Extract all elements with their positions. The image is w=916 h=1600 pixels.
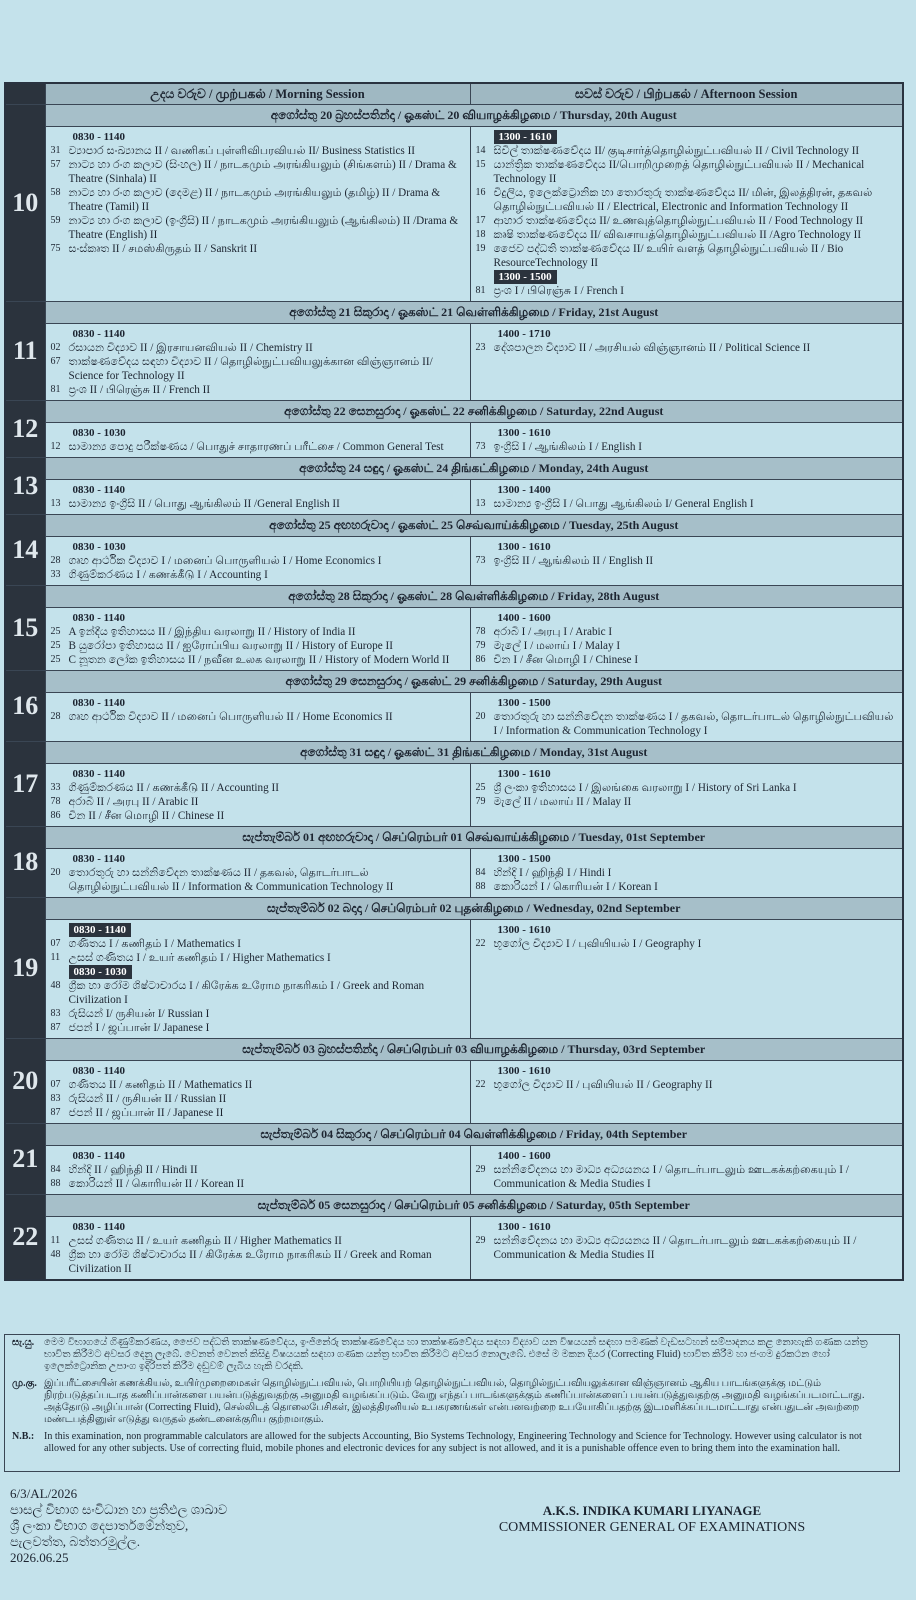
subject-name: ව්‍යාපාර සංඛ්‍යානය II / வணிகப் புள்ளிவிபரவியல் II/ Business Statistics II <box>68 145 416 157</box>
subject-entry <box>51 1234 465 1248</box>
subject-name: චීන I / சீன மொழி I / Chinese I <box>493 654 639 666</box>
morning-cell <box>45 127 470 302</box>
subject-entry <box>51 242 465 256</box>
subject-entry <box>476 880 898 894</box>
afternoon-session-header: සවස් වරුව / பிற்பகல் / Afternoon Session <box>470 83 903 105</box>
afternoon-cell <box>470 324 903 401</box>
exam-date: අගෝස්තු 25 අඟහරුවාදා / ஓகஸ்ட் 25 செவ்வாய்க்கிழமை / Tuesday, 25th August <box>45 515 903 537</box>
subject-entry <box>51 781 465 795</box>
subject-code: 25 <box>50 640 61 651</box>
subject-code: 33 <box>50 569 61 580</box>
subject-entry <box>51 653 465 667</box>
session-time: 0830 - 1140 <box>72 1150 126 1162</box>
subject-name: ප්‍රංශ I / பிரெஞ்சு I / French I <box>493 285 624 297</box>
subject-code: 87 <box>50 1107 61 1118</box>
subject-code: 13 <box>50 498 61 509</box>
subject-entry <box>476 639 898 653</box>
subject-name: ප්‍රංශ II / பிரெஞ்சு II / French II <box>68 384 211 396</box>
afternoon-cell <box>470 127 903 302</box>
date-row <box>5 401 903 423</box>
date-row <box>5 1039 903 1061</box>
subject-code: 25 <box>50 626 61 637</box>
subject-code: 75 <box>50 243 61 254</box>
session-time: 1400 - 1600 <box>497 1150 551 1162</box>
subject-entry <box>476 144 898 158</box>
session-time: 0830 - 1140 <box>72 853 126 865</box>
session-time: 1300 - 1610 <box>497 1065 551 1077</box>
subject-name: අරාබි I / அரபு I / Arabic I <box>493 626 613 638</box>
subject-entry <box>51 214 465 242</box>
note-text: In this examination, non programmable calculators are allowed for the subjects Accounting, Bio Systems Technology, Engineering Technology and Science for Technology. However using calculator is not allowed for any other subjects. Use of correcting fluid, mobile phones and electronic devices for any subject is not allowed, and it is a punishable offence even to bring them into the examination hall. <box>44 1431 862 1454</box>
session-time: 1300 - 1610 <box>497 541 551 553</box>
subject-code: 84 <box>475 867 486 878</box>
subject-code: 29 <box>475 1164 486 1175</box>
subject-entry <box>476 625 898 639</box>
session-time: 1300 - 1500 <box>497 697 551 709</box>
subject-entry <box>51 1177 465 1191</box>
afternoon-cell <box>470 423 903 458</box>
session-row <box>5 537 903 586</box>
session-row <box>5 920 903 1039</box>
subject-name: විදුලිය, ඉලෙක්ට්‍රොනික හා තොරතුරු තාක්ෂණවේදය II/ மின், இலத்திரன், தகவல் தொழில்நுட்பவியல் II / Electrical, Electronic and Information Technology II <box>493 187 873 213</box>
subject-entry <box>51 497 465 511</box>
issuing-branch-block <box>10 1486 227 1566</box>
notes-box <box>4 1334 900 1472</box>
subject-name: කෘෂි තාක්ෂණවේදය II/ விவசாயத்தொழில்நுட்பவியல் II /Agro Technology II <box>493 229 862 241</box>
subject-code: 11 <box>50 952 61 963</box>
subject-entry <box>476 1078 898 1092</box>
subject-code: 84 <box>50 1164 61 1175</box>
subject-name: B යුරෝපා ඉතිහාසය II / ஐரோப்பிய வரலாறு II / History of Europe II <box>68 640 393 652</box>
afternoon-cell <box>470 537 903 586</box>
note-text: இப்பரீட்சையின் கணக்கியல், உயிர்முறைமைகள் தொழில்நுட்பவியல், பொறியியற் தொழில்நுட்பவியல், தொழில்நுட்பவியலுக்கான விஞ்ஞானம் ஆகிய பாடங்களுக்கு மட்டும் நிரற்படுத்தப்படாத கணிப்பான்களை பயன்படுத்துவதற்கு அனுமதி வழங்கப்படும். வேறு எந்தப் பாடங்களுக்கும் கணிப்பான்களைப் பயன்படுத்துவதற்கு அனுமதி வழங்கப்படமாட்டாது. அத்தோடு அழிப்பான் (Correcting Fluid), செல்லிடத் தொலைபேசிகள், இலத்திரனியல் உபகரணங்கள் என்பனவற்றை உபயோகிப்பதற்கு இடமளிக்கப்படமாட்டாது என்பதுடன் அவற்றை மண்டபத்தினுள் எடுத்து வருதல் தண்டனைக்குரிய குற்றமாகும். <box>44 1378 865 1425</box>
subject-name: තාක්ෂණවේදය සඳහා විද්‍යාව II / தொழில்நுட்பவியலுக்கான விஞ்ஞானம் II/ Science for Technology II <box>68 356 433 382</box>
subject-name: කොරියන් II / கொரியன் II / Korean II <box>68 1178 245 1190</box>
subject-entry <box>476 1163 898 1191</box>
subject-code: 48 <box>50 980 61 991</box>
morning-cell <box>45 1146 470 1195</box>
session-time: 0830 - 1140 <box>72 697 126 709</box>
subject-name: ගණිතය I / கணிதம் I / Mathematics I <box>68 938 242 950</box>
subject-name: සාමාන්‍ය ඉංග්‍රීසි I / பொது ஆங்கிலம் I/ General English I <box>493 498 754 510</box>
subject-entry <box>51 639 465 653</box>
subject-entry <box>476 214 898 228</box>
session-time: 0830 - 1140 <box>72 1221 126 1233</box>
session-time: 1300 - 1610 <box>497 427 551 439</box>
day-number: 20 <box>5 1039 45 1124</box>
subject-entry <box>51 979 465 1007</box>
subject-code: 07 <box>50 938 61 949</box>
subject-code: 81 <box>50 384 61 395</box>
subject-name: කොරියන් I / கொரியன் I / Korean I <box>493 881 658 893</box>
subject-name: උසස් ගණිතය I / உயர் கணிதம் I / Higher Mathematics I <box>68 952 331 964</box>
subject-code: 12 <box>50 441 61 452</box>
subject-entry <box>51 809 465 823</box>
subject-name: ජපන් II / ஜப்பான் II / Japanese II <box>68 1107 224 1119</box>
afternoon-cell <box>470 608 903 671</box>
date-row <box>5 1195 903 1217</box>
subject-code: 86 <box>50 810 61 821</box>
department-address: පැලවත්ත, බත්තරමුල්ල. <box>10 1534 141 1549</box>
exam-date: සැප්තැම්බර් 04 සිකුරාදා / செப்ரெம்பர் 04 வெள்ளிக்கிழமை / Friday, 04th September <box>45 1124 903 1146</box>
subject-name: හින්දි I / ஹிந்தி I / Hindi I <box>493 867 612 879</box>
subject-code: 15 <box>475 159 486 170</box>
subject-code: 20 <box>50 867 61 878</box>
subject-name: භූගෝල විද්‍යාව II / புவியியல் II / Geography II <box>493 1079 713 1091</box>
morning-cell <box>45 1061 470 1124</box>
afternoon-cell <box>470 1146 903 1195</box>
subject-code: 22 <box>475 938 486 949</box>
date-row <box>5 458 903 480</box>
subject-entry <box>51 1163 465 1177</box>
exam-date: සැප්තැම්බර් 03 බ්‍රහස්පතින්දා / செப்ரெம்பர் 03 வியாழக்கிழமை / Thursday, 03rd September <box>45 1039 903 1061</box>
subject-name: නාට්‍ය හා රංග කලාව (සිංහල) II / நாடகமும் அரங்கியலும் (சிங்களம்) II / Drama & Theatre (Sinhala) II <box>68 159 457 185</box>
subject-entry <box>51 158 465 186</box>
session-row <box>5 693 903 742</box>
subject-entry <box>51 1078 465 1092</box>
department-name: ශ්‍රී ලංකා විභාග දෙපාර්තමේන්තුව, <box>10 1518 189 1533</box>
exam-date: අගෝස්තු 24 සඳුදා / ஓகஸ்ட் 24 திங்கட்கிழமை / Monday, 24th August <box>45 458 903 480</box>
subject-code: 29 <box>475 1235 486 1246</box>
subject-code: 57 <box>50 159 61 170</box>
afternoon-cell <box>470 1061 903 1124</box>
note-english <box>12 1431 892 1455</box>
session-time: 1300 - 1610 <box>497 768 551 780</box>
subject-name: රසායන විද්‍යාව II / இரசாயனவியல் II / Chemistry II <box>68 342 313 354</box>
exam-date: අගෝස්තු 20 බ්‍රහස්පතින්දා / ஓகஸ்ட் 20 வியாழக்கிழமை / Thursday, 20th August <box>45 105 903 127</box>
note-label: மு.கு. <box>12 1378 37 1389</box>
subject-code: 87 <box>50 1022 61 1033</box>
date-row <box>5 827 903 849</box>
exam-date: සැප්තැම්බර් 01 අඟහරුවාදා / செப்ரெம்பர் 01 செவ்வாய்க்கிழமை / Tuesday, 01st September <box>45 827 903 849</box>
subject-code: 20 <box>475 711 486 722</box>
subject-entry <box>476 781 898 795</box>
afternoon-cell <box>470 920 903 1039</box>
subject-name: නාට්‍ය හා රංග කලාව (දෙමළ) II / நாடகமும் அரங்கியலும் (தமிழ்) II / Drama & Theatre (Tamil) II <box>68 187 441 213</box>
afternoon-cell <box>470 849 903 898</box>
subject-entry <box>51 625 465 639</box>
exam-date: සැප්තැම්බර් 02 බදාදා / செப்ரெம்பர் 02 புதன்கிழமை / Wednesday, 02nd September <box>45 898 903 920</box>
note-sinhala <box>12 1337 892 1373</box>
subject-entry <box>51 144 465 158</box>
date-row <box>5 586 903 608</box>
subject-entry <box>476 440 898 454</box>
subject-name: තොරතුරු හා සන්නිවේදන තාක්ෂණය I / தகவல், தொடர்பாடல் தொழில்நுட்பவியல் I / Information & Communication Technology I <box>493 711 894 737</box>
session-row <box>5 480 903 515</box>
subject-entry <box>51 1092 465 1106</box>
afternoon-cell <box>470 480 903 515</box>
subject-code: 31 <box>50 145 61 156</box>
subject-code: 19 <box>475 243 486 254</box>
date-row <box>5 1124 903 1146</box>
subject-name: නාට්‍ය හා රංග කලාව (ඉංග්‍රීසි) II / நாடகமும் அரங்கியலும் (ஆங்கிலம்) II /Drama & Theatre (English) II <box>68 215 459 241</box>
branch-name: පාසල් විභාග සංවිධාන හා ප්‍රතිඵල ශාඛාව <box>10 1502 228 1517</box>
morning-cell <box>45 537 470 586</box>
subject-code: 33 <box>50 782 61 793</box>
exam-date: අගෝස්තු 28 සිකුරාදා / ஓகஸ்ட் 28 வெள்ளிக்கிழமை / Friday, 28th August <box>45 586 903 608</box>
session-row <box>5 849 903 898</box>
session-time: 0830 - 1140 <box>72 768 126 780</box>
session-time: 0830 - 1030 <box>72 541 126 553</box>
subject-code: 88 <box>475 881 486 892</box>
subject-code: 88 <box>50 1178 61 1189</box>
subject-entry <box>51 710 465 724</box>
exam-date: අගෝස්තු 29 සෙනසුරාදා / ஓகஸ்ட் 29 சனிக்கிழமை / Saturday, 29th August <box>45 671 903 693</box>
subject-name: අරාබි II / அரபு II / Arabic II <box>68 796 199 808</box>
subject-entry <box>51 1106 465 1120</box>
subject-code: 07 <box>50 1079 61 1090</box>
day-number: 12 <box>5 401 45 458</box>
subject-code: 23 <box>475 342 486 353</box>
session-time: 0830 - 1140 <box>72 1065 126 1077</box>
subject-code: 17 <box>475 215 486 226</box>
subject-name: ගෘහ ආර්ථික විද්‍යාව II / மனைப் பொருளியல் II / Home Economics II <box>68 711 393 723</box>
subject-name: ජෛව පද්ධති තාක්ෂණවේදය II/ உயிர் வளத் தொழில்நுட்பவியல் II / Bio ResourceTechnology II <box>493 243 844 269</box>
day-number: 13 <box>5 458 45 515</box>
subject-name: ආහාර තාක්ෂණවේදය II/ உணவுத்தொழில்நுட்பவியல் II / Food Technology II <box>493 215 864 227</box>
subject-name: දේශපාලන විද්‍යාව II / அரசியல் விஞ்ஞானம் II / Political Science II <box>493 342 811 354</box>
session-time: 1400 - 1710 <box>497 328 551 340</box>
subject-code: 02 <box>50 342 61 353</box>
subject-code: 58 <box>50 187 61 198</box>
subject-entry <box>51 440 465 454</box>
subject-name: ගිණුම්කරණය II / கணக்கீடு II / Accounting II <box>68 782 279 794</box>
session-row <box>5 1217 903 1281</box>
exam-date: අගෝස්තු 21 සිකුරාදා / ஓகஸ்ட் 21 வெள்ளிக்கிழமை / Friday, 21st August <box>45 302 903 324</box>
subject-code: 59 <box>50 215 61 226</box>
subject-name: තොරතුරු හා සන්නිවේදන තාක්ෂණය II / தகவல், தொடர்பாடல் தொழில்நுட்பவியல் II / Information & Communication Technology II <box>68 867 394 893</box>
session-time: 0830 - 1140 <box>72 131 126 143</box>
signatory-name: A.K.S. INDIKA KUMARI LIYANAGE <box>542 1503 762 1518</box>
afternoon-cell <box>470 693 903 742</box>
subject-name: රුසියන් II / ருசியன் II / Russian II <box>68 1093 227 1105</box>
morning-session-header: උදය වරුව / முற்பகல் / Morning Session <box>45 83 470 105</box>
subject-code: 81 <box>475 285 486 296</box>
subject-code: 78 <box>50 796 61 807</box>
exam-date: අගෝස්තු 31 සඳුදා / ஓகஸ்ட் 31 திங்கட்கிழமை / Monday, 31st August <box>45 742 903 764</box>
session-time: 0830 - 1140 <box>72 612 126 624</box>
subject-entry <box>51 795 465 809</box>
afternoon-cell <box>470 1217 903 1281</box>
subject-name: සංස්කෘත II / சமஸ்கிருதம் II / Sanskrit II <box>68 243 258 255</box>
session-time: 0830 - 1140 <box>72 328 126 340</box>
date-row <box>5 515 903 537</box>
subject-entry <box>51 866 465 894</box>
signatory-title: COMMISSIONER GENERAL OF EXAMINATIONS <box>498 1520 806 1535</box>
subject-entry <box>51 186 465 214</box>
subject-entry <box>51 951 465 965</box>
subject-entry <box>51 1248 465 1276</box>
subject-entry <box>51 355 465 383</box>
session-time: 1300 - 1610 <box>494 130 557 144</box>
subject-entry <box>476 937 898 951</box>
subject-code: 83 <box>50 1093 61 1104</box>
subject-code: 79 <box>475 640 486 651</box>
morning-cell <box>45 423 470 458</box>
subject-name: සාමාන්‍ය පොදු පරීක්ෂණය / பொதுச் சாதாரணப் பரீட்சை / Common General Test <box>68 441 444 453</box>
day-number: 16 <box>5 671 45 742</box>
subject-name: මැලේ II / மலாய் II / Malay II <box>493 796 632 808</box>
signatory-block <box>452 1502 852 1536</box>
session-time: 0830 - 1030 <box>72 427 126 439</box>
subject-code: 25 <box>475 782 486 793</box>
subject-name: ග්‍රීක හා රෝම ශිෂ්ටාචාරය II / கிரேக்க உரோம நாகரிகம் II / Greek and Roman Civilization II <box>68 1249 432 1275</box>
day-number: 19 <box>5 898 45 1039</box>
subject-entry <box>476 653 898 667</box>
subject-name: සන්නිවේදනය හා මාධ්‍ය අධ්‍යයනය I / தொடர்பாடலும் ஊடகக்கற்கையும் I / Communication & Media Studies I <box>493 1164 849 1190</box>
issue-date: 2026.06.25 <box>10 1550 69 1565</box>
day-number: 14 <box>5 515 45 586</box>
subject-name: රුසියන් I/ ருசியன் I/ Russian I <box>68 1008 210 1020</box>
subject-name: ශ්‍රී ලංකා ඉතිහාසය I / இலங்கை வரலாறு I / History of Sri Lanka I <box>493 782 797 794</box>
session-time: 1300 - 1500 <box>494 270 557 284</box>
subject-name: ග්‍රීක හා රෝම ශිෂ්ටාචාරය I / கிரேக்க உரோம நாகரிகம் I / Greek and Roman Civilization I <box>68 980 425 1006</box>
morning-cell <box>45 1217 470 1281</box>
subject-code: 86 <box>475 654 486 665</box>
subject-code: 22 <box>475 1079 486 1090</box>
subject-code: 28 <box>50 711 61 722</box>
note-label: N.B.: <box>12 1431 35 1442</box>
subject-entry <box>51 568 465 582</box>
morning-cell <box>45 324 470 401</box>
date-row <box>5 742 903 764</box>
session-time: 1300 - 1400 <box>497 484 551 496</box>
session-row <box>5 127 903 302</box>
session-time: 1300 - 1610 <box>497 1221 551 1233</box>
session-row <box>5 423 903 458</box>
subject-entry <box>476 228 898 242</box>
reference-number: 6/3/AL/2026 <box>10 1486 78 1501</box>
subject-name: ගිණුම්කරණය I / கணக்கீடு I / Accounting I <box>68 569 268 581</box>
subject-name: A ඉන්දීය ඉතිහාසය II / இந்திய வரலாறு II / History of India II <box>68 626 356 638</box>
session-row <box>5 608 903 671</box>
note-label: සැ.යු. <box>12 1337 35 1348</box>
afternoon-cell <box>470 764 903 827</box>
session-time: 0830 - 1030 <box>69 965 132 979</box>
subject-code: 67 <box>50 356 61 367</box>
subject-entry <box>476 497 898 511</box>
session-row <box>5 1061 903 1124</box>
session-time: 1300 - 1610 <box>497 924 551 936</box>
subject-name: ඉංග්‍රීසි II / ஆங்கிலம் II / English II <box>493 555 654 567</box>
subject-name: ඉංග්‍රීසි I / ஆங்கிலம் I / English I <box>493 441 642 453</box>
subject-code: 11 <box>50 1235 61 1246</box>
subject-code: 79 <box>475 796 486 807</box>
subject-entry <box>476 795 898 809</box>
date-row <box>5 302 903 324</box>
note-tamil <box>12 1378 892 1426</box>
day-number: 22 <box>5 1195 45 1281</box>
subject-name: හින්දි II / ஹிந்தி II / Hindi II <box>68 1164 198 1176</box>
subject-entry <box>51 383 465 397</box>
subject-entry <box>51 341 465 355</box>
subject-entry <box>476 710 898 738</box>
session-row <box>5 1146 903 1195</box>
subject-entry <box>476 1234 898 1262</box>
subject-name: ගෘහ ආර්ථික විද්‍යාව I / மனைப் பொருளியல் I / Home Economics I <box>68 555 382 567</box>
subject-entry <box>51 1007 465 1021</box>
session-time: 1300 - 1500 <box>497 853 551 865</box>
date-row <box>5 105 903 127</box>
subject-entry <box>51 1021 465 1035</box>
subject-code: 73 <box>475 555 486 566</box>
subject-name: භූගෝල විද්‍යාව I / புவியியல் I / Geography I <box>493 938 702 950</box>
exam-timetable <box>4 82 904 1281</box>
day-number: 17 <box>5 742 45 827</box>
day-number: 11 <box>5 302 45 401</box>
date-row <box>5 898 903 920</box>
subject-code: 83 <box>50 1008 61 1019</box>
subject-code: 78 <box>475 626 486 637</box>
subject-entry <box>476 242 898 270</box>
subject-code: 48 <box>50 1249 61 1260</box>
subject-code: 16 <box>475 187 486 198</box>
day-number: 10 <box>5 105 45 302</box>
date-row <box>5 671 903 693</box>
day-column-header <box>5 83 45 105</box>
morning-cell <box>45 608 470 671</box>
session-row <box>5 764 903 827</box>
subject-name: සන්නිවේදනය හා මාධ්‍ය අධ්‍යයනය II / தொடர்பாடலும் ஊடகக்கற்கையும் II / Communication & Media Studies II <box>493 1235 857 1261</box>
morning-cell <box>45 693 470 742</box>
subject-code: 28 <box>50 555 61 566</box>
subject-code: 13 <box>475 498 486 509</box>
exam-date: සැප්තැම්බර් 05 සෙනසුරාදා / செப்ரெம்பர் 05 சனிக்கிழமை / Saturday, 05th September <box>45 1195 903 1217</box>
subject-entry <box>476 341 898 355</box>
subject-entry <box>476 284 898 298</box>
day-number: 18 <box>5 827 45 898</box>
session-header-row <box>5 83 903 105</box>
subject-entry <box>51 937 465 951</box>
subject-entry <box>51 554 465 568</box>
session-time: 0830 - 1140 <box>72 484 126 496</box>
morning-cell <box>45 480 470 515</box>
subject-name: ජපන් I / ஜப்பான் I/ Japanese I <box>68 1022 210 1034</box>
subject-name: උසස් ගණිතය II / உயர் கணிதம் II / Higher Mathematics II <box>68 1235 342 1247</box>
subject-entry <box>476 866 898 880</box>
session-row <box>5 324 903 401</box>
subject-code: 14 <box>475 145 486 156</box>
subject-name: මැලේ I / மலாய் I / Malay I <box>493 640 621 652</box>
day-number: 21 <box>5 1124 45 1195</box>
subject-entry <box>476 554 898 568</box>
day-number: 15 <box>5 586 45 671</box>
subject-name: යාන්ත්‍රික තාක්ෂණවේදය II/பொறிமுறைத் தொழில்நுட்பவியல் II / Mechanical Technology II <box>493 159 865 185</box>
subject-code: 25 <box>50 654 61 665</box>
subject-code: 73 <box>475 441 486 452</box>
subject-name: සිවිල් තාක්ෂණවේදය II/ குடிசார்த்தொழில்நுட்பவியல் II / Civil Technology II <box>493 145 860 157</box>
morning-cell <box>45 764 470 827</box>
subject-entry <box>476 158 898 186</box>
subject-name: සාමාන්‍ය ඉංග්‍රීසි II / பொது ஆங்கிலம் II /General English II <box>68 498 340 510</box>
morning-cell <box>45 920 470 1039</box>
subject-name: චීන II / சீன மொழி II / Chinese II <box>68 810 225 822</box>
subject-entry <box>476 186 898 214</box>
session-time: 0830 - 1140 <box>69 923 132 937</box>
exam-date: අගෝස්තු 22 සෙනසුරාදා / ஓகஸ்ட் 22 சனிக்கிழமை / Saturday, 22nd August <box>45 401 903 423</box>
morning-cell <box>45 849 470 898</box>
note-text: මෙම විභාගයේ ගිණුම්කරණය, ජෛව පද්ධති තාක්ෂණවේදය, ඉංජිනේරු තාක්ෂණවේදය හා තාක්ෂණවේදය සඳහා විද්‍යාව යන විෂයයන් සඳහා පමණක් වැඩසටහන් සම්පාදනය කළ නොහැකි ගණක යන්ත්‍ර භාවිත කිරීමට අවසර දෙනු ලැබේ. වෙනත් වෙනත් කිසිදු විෂයයක් සඳහා ගණක යන්ත්‍ර භාවිත කිරීමට අවසර නොලැබේ. එසේ ම මකන දියර (Correcting Fluid) භාවිත කිරීම හා ජංගම දුරකථන හෝ ඉලෙක්ට්‍රොනික උපාංග ඉදිරිපත් කිරීම දඬුවම් ලැබිය හැකි වරදකි. <box>44 1337 868 1372</box>
subject-name: C නූතන ලෝක ඉතිහාසය II / நவீன உலக வரலாறு II / History of Modern World II <box>68 654 450 666</box>
subject-code: 18 <box>475 229 486 240</box>
session-time: 1400 - 1600 <box>497 612 551 624</box>
subject-name: ගණිතය II / கணிதம் II / Mathematics II <box>68 1079 253 1091</box>
